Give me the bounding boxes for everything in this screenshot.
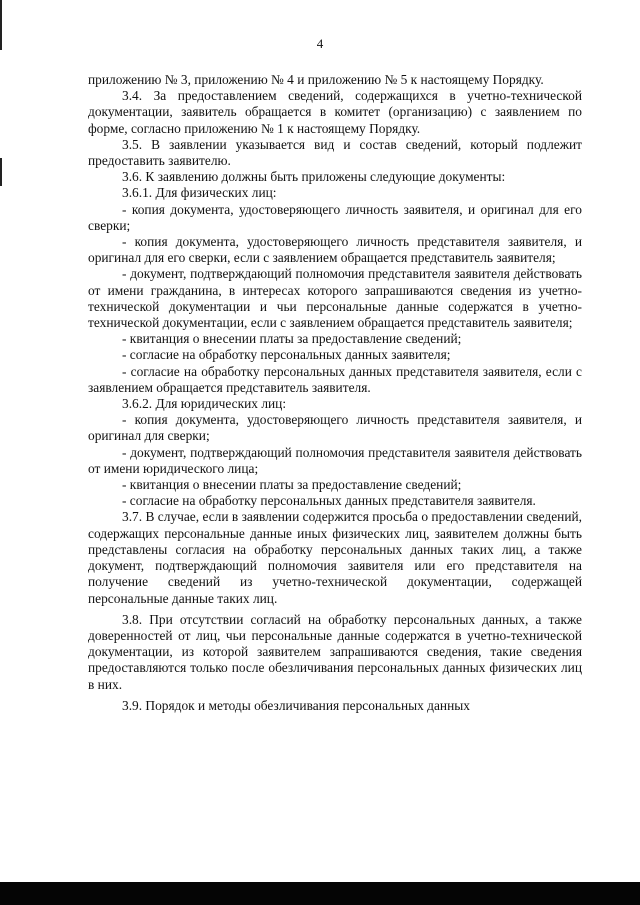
paragraph: приложению № 3, приложению № 4 и приложению № 5 к настоящему Порядку.	[88, 72, 544, 87]
list-item: - согласие на обработку персональных данных представителя заявителя.	[122, 493, 536, 509]
paragraph: 3.4. За предоставлением сведений, содержащихся в учетно-технической документации, заявитель обращается в комитет (организацию) с заявлением по форме, согласно приложению № 1 к настоящему Порядку.	[88, 88, 582, 136]
paragraph: 3.6.1. Для физических лиц:	[122, 185, 277, 201]
paragraph: 3.5. В заявлении указывается вид и состав сведений, который подлежит предоставить заявителю.	[88, 136, 582, 169]
document-body	[88, 72, 582, 714]
paragraph: 3.7. В случае, если в заявлении содержится просьба о предоставлении сведений, содержащих персональные данные иных физических лиц, заявителем должны быть представлены согласия на обработку персональных данных таких лиц, а также документ, подтверждающий полномочия заявителя или его представителя на получение сведений из учетно-технической документации, содержащей персональные данные таких лиц.	[88, 509, 582, 606]
list-item: - квитанция о внесении платы за предоставление сведений;	[122, 477, 462, 493]
list-item: - копия документа, удостоверяющего личность представителя заявителя, и оригинал для сверки;	[88, 412, 582, 444]
list-item: - согласие на обработку персональных данных заявителя;	[122, 347, 451, 363]
list-item: - документ, подтверждающий полномочия представителя заявителя действовать от имени юридического лица;	[88, 444, 582, 476]
list-item: - квитанция о внесении платы за предоставление сведений;	[122, 331, 462, 347]
scan-edge-mark	[0, 158, 2, 186]
paragraph: 3.8. При отсутствии согласий на обработку персональных данных, а также доверенностей от лиц, чьи персональные данные содержатся в учетно-технической документации, из которой заявителем запрашиваются сведения, такие сведения предоставляются только после обезличивания персональных данных физических лиц в них.	[88, 611, 582, 692]
paragraph: 3.6. К заявлению должны быть приложены следующие документы:	[122, 169, 506, 185]
page-number: 4	[316, 36, 324, 51]
list-item: - копия документа, удостоверяющего личность представителя заявителя, и оригинал для его сверки, если с заявлением обращается представитель заявителя;	[88, 234, 582, 266]
paragraph: 3.9. Порядок и методы обезличивания персональных данных	[122, 697, 470, 713]
list-item: - копия документа, удостоверяющего личность заявителя, и оригинал для его сверки;	[88, 201, 582, 233]
paragraph: 3.6.2. Для юридических лиц:	[122, 396, 287, 412]
scan-bottom-bar	[0, 882, 640, 905]
list-item: - согласие на обработку персональных данных представителя заявителя, если с заявлением обращается представитель заявителя.	[88, 363, 582, 395]
list-item: - документ, подтверждающий полномочия представителя заявителя действовать от имени гражданина, в интересах которого запрашиваются сведения из учетно-технической документации и чьи персональные данные содержатся в учетно-технической документации, если с заявлением обращается представитель заявителя;	[88, 266, 582, 331]
